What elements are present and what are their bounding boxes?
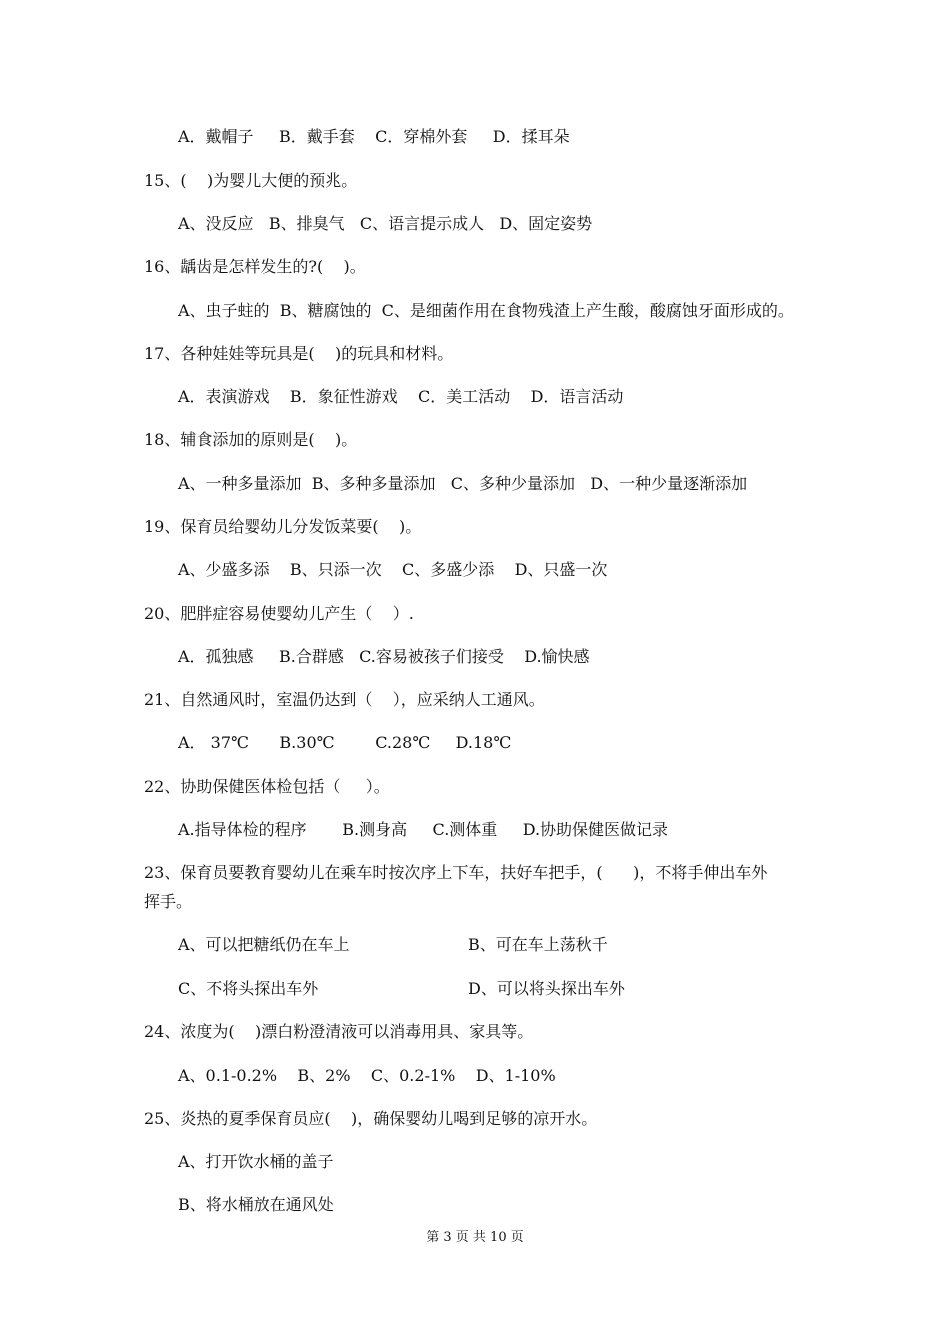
q19-options: A、少盛多添 B、只添一次 C、多盛少添 D、只盛一次 — [178, 560, 608, 579]
page-footer: 第 3 页 共 10 页 — [426, 1230, 524, 1245]
q23-option-d: D、可以将头探出车外 — [468, 979, 625, 998]
q15-options: A、没反应 B、排臭气 C、语言提示成人 D、固定姿势 — [178, 214, 593, 233]
q16-options: A、虫子蛀的 B、糖腐蚀的 C、是细菌作用在食物残渣上产生酸，酸腐蚀牙面形成的。 — [178, 301, 794, 320]
q25-option-b: B、将水桶放在通风处 — [178, 1195, 334, 1214]
q16-stem: 16、龋齿是怎样发生的?( )。 — [144, 257, 366, 276]
q14-options: A．戴帽子 B．戴手套 C．穿棉外套 D．揉耳朵 — [178, 127, 570, 146]
q22-stem: 22、协助保健医体检包括（ ）。 — [144, 777, 390, 796]
q21-options: A． 37℃ B.30℃ C.28℃ D.18℃ — [178, 733, 512, 752]
q23-option-b: B、可在车上荡秋千 — [468, 935, 608, 954]
q17-stem: 17、各种娃娃等玩具是( )的玩具和材料。 — [144, 344, 454, 363]
q19-stem: 19、保育员给婴幼儿分发饭菜要( )。 — [144, 517, 422, 536]
q21-stem: 21、自然通风时，室温仍达到（ ），应采纳人工通风。 — [144, 690, 545, 709]
q23-stem-line2: 挥手。 — [144, 892, 193, 911]
q18-stem: 18、辅食添加的原则是( )。 — [144, 430, 358, 449]
q15-stem: 15、( )为婴儿大便的预兆。 — [144, 171, 358, 190]
q18-options: A、一种多量添加 B、多种多量添加 C、多种少量添加 D、一种少量逐渐添加 — [178, 474, 748, 493]
q20-options: A．孤独感 B.合群感 C.容易被孩子们接受 D.愉快感 — [178, 647, 590, 666]
q25-stem: 25、炎热的夏季保育员应( )，确保婴幼儿喝到足够的凉开水。 — [144, 1109, 598, 1128]
q22-options: A.指导体检的程序 B.测身高 C.测体重 D.协助保健医做记录 — [178, 820, 669, 839]
q23-stem-line1: 23、保育员要教育婴幼儿在乘车时按次序上下车，扶好车把手，( )，不将手伸出车外 — [144, 863, 768, 882]
q23-option-c: C、不将头探出车外 — [178, 979, 319, 998]
q24-stem: 24、浓度为( )漂白粉澄清液可以消毒用具、家具等。 — [144, 1022, 534, 1041]
q17-options: A．表演游戏 B．象征性游戏 C．美工活动 D．语言活动 — [178, 387, 624, 406]
q20-stem: 20、肥胖症容易使婴幼儿产生（ ）. — [144, 604, 414, 623]
q23-option-a: A、可以把糖纸仍在车上 — [178, 935, 350, 954]
q24-options: A、0.1-0.2% B、2% C、0.2-1% D、1-10% — [178, 1066, 556, 1085]
q25-option-a: A、打开饮水桶的盖子 — [178, 1152, 334, 1171]
